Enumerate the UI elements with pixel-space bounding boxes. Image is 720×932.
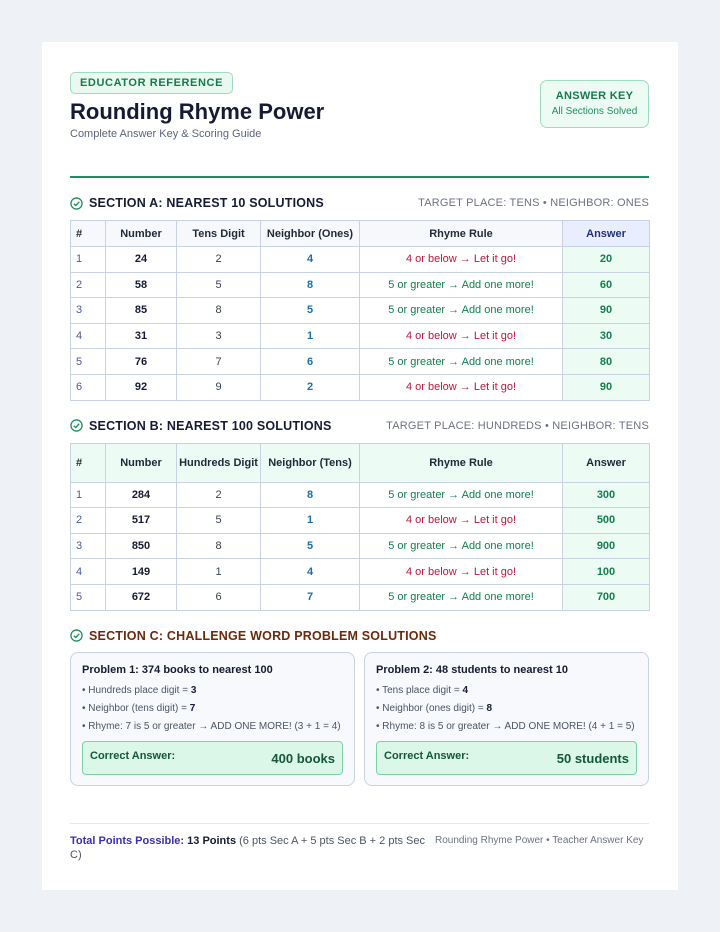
col-header-rule: Rhyme Rule xyxy=(360,221,563,247)
row-index: 2 xyxy=(71,272,106,298)
problem-title: Problem 1: 374 books to nearest 100 xyxy=(82,663,273,676)
row-neighbor-digit: 8 xyxy=(261,482,360,508)
row-target-digit: 5 xyxy=(177,508,261,534)
row-index: 3 xyxy=(71,298,106,324)
section-b-table xyxy=(70,443,650,611)
row-number: 31 xyxy=(106,323,177,349)
row-number: 672 xyxy=(106,584,177,610)
row-answer: 90 xyxy=(563,298,650,324)
col-header-rule: Rhyme Rule xyxy=(360,443,563,482)
row-answer: 700 xyxy=(563,584,650,610)
problem-steps xyxy=(82,682,343,736)
row-answer: 900 xyxy=(563,533,650,559)
total-points-detail: (6 pts Sec A + 5 pts Sec B + 2 pts Sec C) xyxy=(70,835,426,861)
correct-answer-label: Correct Answer: xyxy=(384,749,470,762)
answer-key-box xyxy=(540,80,649,128)
list-item: • Neighbor (ones digit) = 8 xyxy=(376,702,493,714)
correct-answer-value: 400 books xyxy=(271,750,335,766)
row-neighbor-digit: 1 xyxy=(261,508,360,534)
total-points-value: 13 Points xyxy=(187,835,237,847)
table-row xyxy=(71,508,650,534)
word-problem-cards xyxy=(70,652,649,786)
row-target-digit: 9 xyxy=(177,374,261,400)
row-answer: 90 xyxy=(563,374,650,400)
row-number: 149 xyxy=(106,559,177,585)
col-header-neighbor: Neighbor (Ones) xyxy=(261,221,360,247)
row-rhyme-rule: 5 or greater → Add one more! xyxy=(360,298,563,324)
row-index: 1 xyxy=(71,482,106,508)
row-index: 2 xyxy=(71,508,106,534)
row-answer: 500 xyxy=(563,508,650,534)
row-neighbor-digit: 4 xyxy=(261,559,360,585)
row-index: 5 xyxy=(71,349,106,375)
col-header-number: Number xyxy=(106,221,177,247)
check-circle-icon xyxy=(70,419,83,432)
problem-card-1 xyxy=(70,652,355,786)
educator-badge: EDUCATOR REFERENCE xyxy=(70,72,233,94)
list-item: • Rhyme: 7 is 5 or greater → ADD ONE MORE! (3 + 1 = 4) xyxy=(82,720,341,732)
section-b-title: SECTION B: NEAREST 100 SOLUTIONS xyxy=(89,418,332,433)
total-points xyxy=(70,834,430,862)
row-answer: 30 xyxy=(563,323,650,349)
row-target-digit: 8 xyxy=(177,298,261,324)
correct-answer-box xyxy=(376,741,637,775)
table-row xyxy=(71,584,650,610)
row-number: 92 xyxy=(106,374,177,400)
problem-card-2 xyxy=(364,652,649,786)
col-header-index: # xyxy=(71,221,106,247)
col-header-digit: Tens Digit xyxy=(177,221,261,247)
correct-answer-value: 50 students xyxy=(556,750,629,766)
row-answer: 80 xyxy=(563,349,650,375)
row-number: 24 xyxy=(106,247,177,273)
row-target-digit: 5 xyxy=(177,272,261,298)
row-rhyme-rule: 5 or greater → Add one more! xyxy=(360,272,563,298)
row-answer: 300 xyxy=(563,482,650,508)
row-neighbor-digit: 2 xyxy=(261,374,360,400)
list-item: • Hundreds place digit = 3 xyxy=(82,684,197,696)
row-rhyme-rule: 4 or below → Let it go! xyxy=(360,374,563,400)
row-neighbor-digit: 8 xyxy=(261,272,360,298)
col-header-index: # xyxy=(71,443,106,482)
row-target-digit: 7 xyxy=(177,349,261,375)
section-a-header xyxy=(70,193,649,213)
row-index: 1 xyxy=(71,247,106,273)
table-row xyxy=(71,272,650,298)
row-rhyme-rule: 5 or greater → Add one more! xyxy=(360,584,563,610)
row-number: 517 xyxy=(106,508,177,534)
row-index: 4 xyxy=(71,559,106,585)
check-circle-icon xyxy=(70,197,83,210)
table-row xyxy=(71,247,650,273)
section-a-rows xyxy=(71,247,650,401)
row-rhyme-rule: 4 or below → Let it go! xyxy=(360,247,563,273)
row-target-digit: 6 xyxy=(177,584,261,610)
row-rhyme-rule: 5 or greater → Add one more! xyxy=(360,482,563,508)
row-number: 850 xyxy=(106,533,177,559)
row-rhyme-rule: 5 or greater → Add one more! xyxy=(360,533,563,559)
row-number: 76 xyxy=(106,349,177,375)
row-answer: 20 xyxy=(563,247,650,273)
row-answer: 100 xyxy=(563,559,650,585)
check-circle-icon xyxy=(70,629,83,642)
row-rhyme-rule: 4 or below → Let it go! xyxy=(360,508,563,534)
row-index: 4 xyxy=(71,323,106,349)
row-target-digit: 2 xyxy=(177,247,261,273)
page-footer xyxy=(70,823,649,861)
answer-key-page xyxy=(42,42,678,890)
list-item: • Rhyme: 8 is 5 or greater → ADD ONE MORE! (4 + 1 = 5) xyxy=(376,720,635,732)
row-target-digit: 2 xyxy=(177,482,261,508)
row-rhyme-rule: 4 or below → Let it go! xyxy=(360,559,563,585)
answer-key-title: ANSWER KEY xyxy=(555,90,634,102)
table-row xyxy=(71,323,650,349)
row-target-digit: 8 xyxy=(177,533,261,559)
row-neighbor-digit: 5 xyxy=(261,298,360,324)
table-row xyxy=(71,533,650,559)
section-a-title: SECTION A: NEAREST 10 SOLUTIONS xyxy=(89,196,324,210)
col-header-neighbor: Neighbor (Tens) xyxy=(261,443,360,482)
row-neighbor-digit: 7 xyxy=(261,584,360,610)
page-content xyxy=(70,72,649,786)
row-rhyme-rule: 5 or greater → Add one more! xyxy=(360,349,563,375)
problem-title: Problem 2: 48 students to nearest 10 xyxy=(376,663,568,676)
table-row xyxy=(71,349,650,375)
footer-doc-name: Rounding Rhyme Power • Teacher Answer Key xyxy=(435,835,644,846)
correct-answer-box xyxy=(82,741,343,775)
table-row xyxy=(71,482,650,508)
page-subtitle: Complete Answer Key & Scoring Guide xyxy=(70,128,262,140)
col-header-number: Number xyxy=(106,443,177,482)
section-c-title: SECTION C: CHALLENGE WORD PROBLEM SOLUTIONS xyxy=(89,628,437,643)
row-answer: 60 xyxy=(563,272,650,298)
row-number: 284 xyxy=(106,482,177,508)
col-header-answer: Answer xyxy=(563,443,650,482)
section-b-rows xyxy=(71,482,650,610)
table-row xyxy=(71,298,650,324)
col-header-digit: Hundreds Digit xyxy=(177,443,261,482)
list-item: • Tens place digit = 4 xyxy=(376,684,468,696)
page-title: Rounding Rhyme Power xyxy=(70,99,325,124)
correct-answer-label: Correct Answer: xyxy=(90,749,176,762)
page-header xyxy=(70,72,649,178)
section-c-header xyxy=(70,626,649,646)
row-neighbor-digit: 6 xyxy=(261,349,360,375)
row-number: 58 xyxy=(106,272,177,298)
answer-key-subtitle: All Sections Solved xyxy=(551,106,638,117)
row-neighbor-digit: 5 xyxy=(261,533,360,559)
row-target-digit: 3 xyxy=(177,323,261,349)
row-index: 5 xyxy=(71,584,106,610)
row-index: 3 xyxy=(71,533,106,559)
row-neighbor-digit: 1 xyxy=(261,323,360,349)
table-row xyxy=(71,559,650,585)
problem-steps xyxy=(376,682,637,736)
col-header-answer: Answer xyxy=(563,221,650,247)
section-b-header xyxy=(70,416,649,436)
row-number: 85 xyxy=(106,298,177,324)
table-row xyxy=(71,374,650,400)
section-b-target: TARGET PLACE: HUNDREDS • NEIGHBOR: TENS xyxy=(386,419,649,432)
list-item: • Neighbor (tens digit) = 7 xyxy=(82,702,196,714)
section-a-table xyxy=(70,220,650,401)
row-neighbor-digit: 4 xyxy=(261,247,360,273)
row-target-digit: 1 xyxy=(177,559,261,585)
row-rhyme-rule: 4 or below → Let it go! xyxy=(360,323,563,349)
section-a-target: TARGET PLACE: TENS • NEIGHBOR: ONES xyxy=(418,197,649,209)
row-index: 6 xyxy=(71,374,106,400)
total-points-label: Total Points Possible: xyxy=(70,835,185,847)
